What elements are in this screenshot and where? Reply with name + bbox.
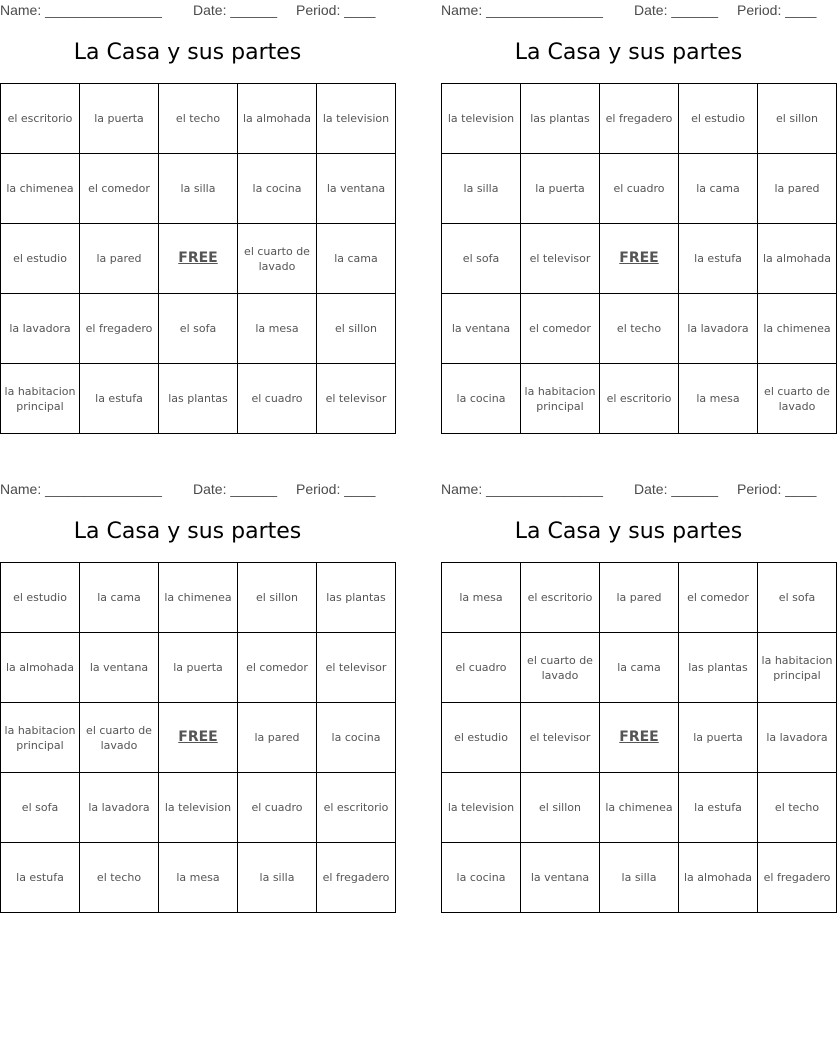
bingo-cell[interactable]: la cocina	[442, 843, 521, 913]
bingo-row	[442, 154, 837, 224]
bingo-cell[interactable]: la lavadora	[679, 294, 758, 364]
bingo-cell[interactable]: la almohada	[1, 633, 80, 703]
bingo-cell[interactable]: el televisor	[317, 364, 396, 434]
bingo-row	[1, 224, 396, 294]
bingo-cell[interactable]: la mesa	[442, 563, 521, 633]
bingo-card-3	[0, 479, 390, 913]
bingo-cell[interactable]: el techo	[159, 84, 238, 154]
bingo-cell[interactable]: el cuarto de lavado	[758, 364, 837, 434]
bingo-row	[442, 633, 837, 703]
bingo-cell[interactable]: el cuadro	[442, 633, 521, 703]
free-space[interactable]: FREE	[159, 703, 238, 773]
bingo-cell[interactable]: el cuadro	[238, 773, 317, 843]
bingo-cell[interactable]: la cocina	[442, 364, 521, 434]
period-field[interactable]: Period: ____	[296, 481, 376, 497]
bingo-cell[interactable]: la chimenea	[600, 773, 679, 843]
bingo-cell[interactable]: el cuarto de lavado	[521, 633, 600, 703]
bingo-cell[interactable]: la lavadora	[1, 294, 80, 364]
bingo-cell[interactable]: el techo	[80, 843, 159, 913]
bingo-cell[interactable]: la mesa	[679, 364, 758, 434]
bingo-cell[interactable]: la silla	[442, 154, 521, 224]
date-field[interactable]: Date: ______	[634, 481, 719, 497]
bingo-cell[interactable]: la chimenea	[758, 294, 837, 364]
bingo-row	[442, 224, 837, 294]
bingo-cell[interactable]: el escritorio	[317, 773, 396, 843]
bingo-cell[interactable]: las plantas	[317, 563, 396, 633]
bingo-cell[interactable]: el comedor	[238, 633, 317, 703]
bingo-cell[interactable]: el sofa	[1, 773, 80, 843]
student-info-line	[441, 479, 816, 501]
bingo-grid	[0, 562, 396, 913]
bingo-cell[interactable]: el cuadro	[238, 364, 317, 434]
bingo-cell[interactable]: la pared	[80, 224, 159, 294]
bingo-cell[interactable]: la puerta	[80, 84, 159, 154]
bingo-cell[interactable]: el comedor	[80, 154, 159, 224]
bingo-cell[interactable]: la puerta	[159, 633, 238, 703]
bingo-cell[interactable]: la estufa	[80, 364, 159, 434]
bingo-cell[interactable]: el escritorio	[521, 563, 600, 633]
bingo-cell[interactable]: la chimenea	[1, 154, 80, 224]
bingo-row	[1, 84, 396, 154]
bingo-cell[interactable]: el sofa	[758, 563, 837, 633]
bingo-cell[interactable]: la almohada	[758, 224, 837, 294]
bingo-cell[interactable]: la ventana	[442, 294, 521, 364]
bingo-cell[interactable]: el sofa	[159, 294, 238, 364]
bingo-cell[interactable]: el sillon	[238, 563, 317, 633]
period-field[interactable]: Period: ____	[737, 481, 817, 497]
card-title: La Casa y sus partes	[514, 40, 743, 65]
bingo-row	[1, 563, 396, 633]
bingo-cell[interactable]: la estufa	[679, 224, 758, 294]
bingo-cell[interactable]: la lavadora	[80, 773, 159, 843]
bingo-cell[interactable]: la silla	[600, 843, 679, 913]
bingo-cell[interactable]: la silla	[238, 843, 317, 913]
bingo-row	[442, 843, 837, 913]
bingo-cell[interactable]: las plantas	[159, 364, 238, 434]
bingo-row	[442, 294, 837, 364]
date-field[interactable]: Date: ______	[634, 2, 719, 18]
bingo-cell[interactable]: la television	[159, 773, 238, 843]
bingo-cell[interactable]: la ventana	[521, 843, 600, 913]
bingo-cell[interactable]: la television	[442, 773, 521, 843]
bingo-cell[interactable]: el televisor	[317, 633, 396, 703]
bingo-cell[interactable]: la mesa	[238, 294, 317, 364]
bingo-row	[442, 364, 837, 434]
name-field[interactable]: Name: _______________	[0, 2, 162, 18]
student-info-line	[0, 0, 375, 22]
bingo-cell[interactable]: el sillon	[758, 84, 837, 154]
bingo-row	[442, 773, 837, 843]
bingo-cell[interactable]: el estudio	[679, 84, 758, 154]
name-field[interactable]: Name: _______________	[441, 2, 603, 18]
bingo-cell[interactable]: la television	[317, 84, 396, 154]
bingo-grid	[441, 562, 837, 913]
bingo-cell[interactable]: la lavadora	[758, 703, 837, 773]
bingo-cell[interactable]: la estufa	[1, 843, 80, 913]
bingo-cell[interactable]: el fregadero	[758, 843, 837, 913]
bingo-cell[interactable]: la mesa	[159, 843, 238, 913]
bingo-cell[interactable]: el techo	[758, 773, 837, 843]
bingo-cell[interactable]: el techo	[600, 294, 679, 364]
free-space[interactable]: FREE	[600, 224, 679, 294]
bingo-grid	[441, 83, 837, 434]
bingo-cell[interactable]: el estudio	[1, 224, 80, 294]
bingo-row	[1, 773, 396, 843]
bingo-cell[interactable]: la estufa	[679, 773, 758, 843]
free-space[interactable]: FREE	[159, 224, 238, 294]
bingo-cell[interactable]: el fregadero	[80, 294, 159, 364]
bingo-cell[interactable]: el comedor	[521, 294, 600, 364]
bingo-cell[interactable]: la almohada	[679, 843, 758, 913]
bingo-cell[interactable]: el sofa	[442, 224, 521, 294]
bingo-card-2	[441, 0, 831, 434]
bingo-row	[442, 563, 837, 633]
bingo-cell[interactable]: la habitacion principal	[521, 364, 600, 434]
bingo-card-1	[0, 0, 390, 434]
bingo-cell[interactable]: el sillon	[317, 294, 396, 364]
bingo-cell[interactable]: la habitacion principal	[1, 364, 80, 434]
bingo-cell[interactable]: la cama	[600, 633, 679, 703]
bingo-cell[interactable]: el escritorio	[600, 364, 679, 434]
bingo-cell[interactable]: el sillon	[521, 773, 600, 843]
bingo-row	[1, 703, 396, 773]
bingo-grid	[0, 83, 396, 434]
bingo-cell[interactable]: la habitacion principal	[1, 703, 80, 773]
bingo-cell[interactable]: el estudio	[1, 563, 80, 633]
card-title: La Casa y sus partes	[73, 519, 302, 544]
bingo-cell[interactable]: la ventana	[317, 154, 396, 224]
bingo-row	[1, 364, 396, 434]
bingo-row	[1, 843, 396, 913]
bingo-cell[interactable]: la pared	[238, 703, 317, 773]
bingo-cell[interactable]: el estudio	[442, 703, 521, 773]
bingo-cell[interactable]: la cama	[80, 563, 159, 633]
bingo-row	[1, 633, 396, 703]
bingo-cell[interactable]: el comedor	[679, 563, 758, 633]
bingo-cell[interactable]: la cocina	[238, 154, 317, 224]
bingo-cell[interactable]: la puerta	[521, 154, 600, 224]
bingo-cell[interactable]: el televisor	[521, 703, 600, 773]
name-field[interactable]: Name: _______________	[0, 481, 162, 497]
bingo-cell[interactable]: la cama	[679, 154, 758, 224]
bingo-cell[interactable]: la silla	[159, 154, 238, 224]
bingo-cell[interactable]: la puerta	[679, 703, 758, 773]
bingo-cell[interactable]: la television	[442, 84, 521, 154]
bingo-row	[442, 703, 837, 773]
bingo-cell[interactable]: el cuarto de lavado	[80, 703, 159, 773]
bingo-cell[interactable]: las plantas	[679, 633, 758, 703]
bingo-cell[interactable]: el cuarto de lavado	[238, 224, 317, 294]
period-field[interactable]: Period: ____	[296, 2, 376, 18]
bingo-row	[1, 294, 396, 364]
bingo-cell[interactable]: el cuadro	[600, 154, 679, 224]
bingo-cell[interactable]: la almohada	[238, 84, 317, 154]
bingo-cell[interactable]: la chimenea	[159, 563, 238, 633]
bingo-card-4	[441, 479, 833, 913]
bingo-cell[interactable]: el televisor	[521, 224, 600, 294]
date-field[interactable]: Date: ______	[193, 481, 278, 497]
bingo-row	[1, 154, 396, 224]
bingo-cell[interactable]: el fregadero	[600, 84, 679, 154]
bingo-cell[interactable]: la pared	[758, 154, 837, 224]
bingo-cell[interactable]: el fregadero	[317, 843, 396, 913]
bingo-cell[interactable]: la cocina	[317, 703, 396, 773]
card-title: La Casa y sus partes	[73, 40, 302, 65]
student-info-line	[441, 0, 816, 22]
bingo-row	[442, 84, 837, 154]
name-field[interactable]: Name: _______________	[441, 481, 603, 497]
bingo-cell[interactable]: la cama	[317, 224, 396, 294]
student-info-line	[0, 479, 375, 501]
bingo-cell[interactable]: las plantas	[521, 84, 600, 154]
date-field[interactable]: Date: ______	[193, 2, 278, 18]
card-title: La Casa y sus partes	[514, 519, 743, 544]
bingo-cell[interactable]: el escritorio	[1, 84, 80, 154]
free-space[interactable]: FREE	[600, 703, 679, 773]
bingo-cell[interactable]: la ventana	[80, 633, 159, 703]
period-field[interactable]: Period: ____	[737, 2, 817, 18]
bingo-cell[interactable]: la pared	[600, 563, 679, 633]
bingo-cell[interactable]: la habitacion principal	[758, 633, 837, 703]
